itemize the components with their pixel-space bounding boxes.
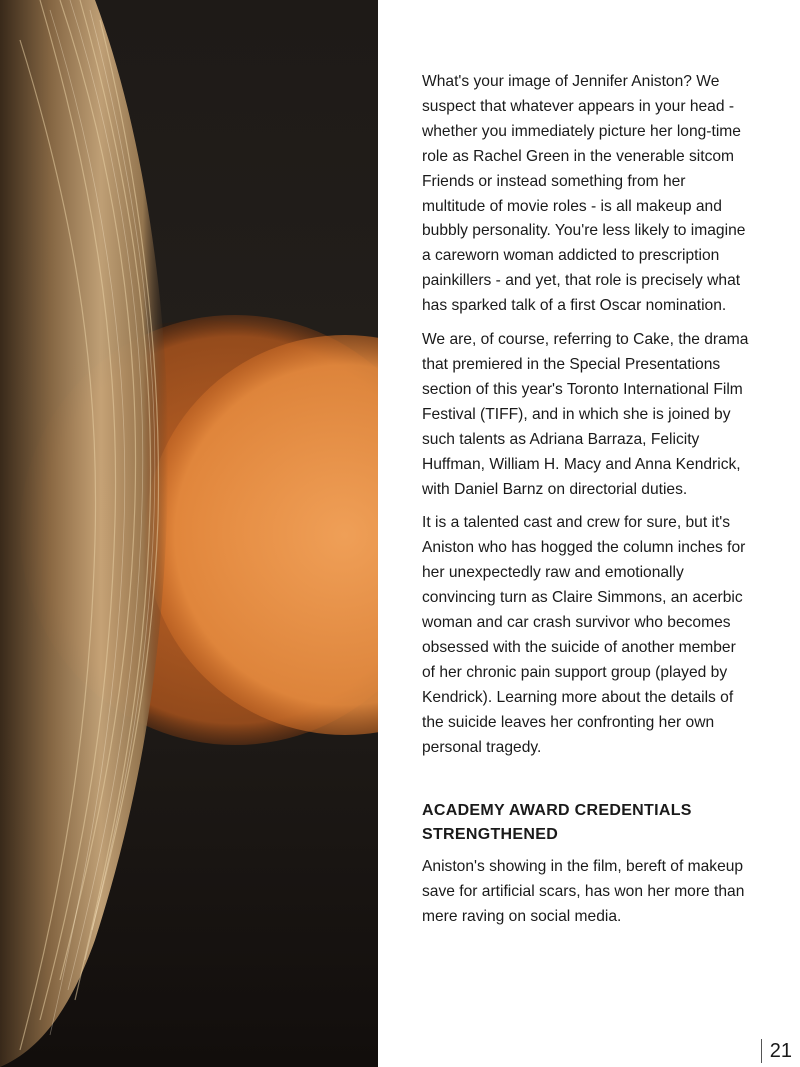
article-text-column xyxy=(422,70,752,939)
page-number: 21 xyxy=(761,1039,792,1063)
article-paragraph-4: Aniston's showing in the film, bereft of makeup save for artificial scars, has won her more than mere raving on social media. xyxy=(422,858,745,926)
article-paragraph-3: It is a talented cast and crew for sure, but it's Aniston who has hogged the column inches for her unexpectedly raw and emotionally convincing turn as Claire Simmons, an acerbic woman and car crash survivor who becomes obsessed with the suicide of another member of her chronic pain support group (played by Kendrick). Learning more about the details of the suicide leaves her confronting her own personal tragedy. xyxy=(422,514,746,756)
article-photo xyxy=(0,0,378,1067)
article-paragraph-2: We are, of course, referring to Cake, the drama that premiered in the Special Presentations section of this year's Toronto International Film Festival (TIFF), and in which she is joined by such talents as Adriana Barraza, Felicity Huffman, William H. Macy and Anna Kendrick, with Daniel Barnz on directorial duties. xyxy=(422,331,749,498)
article-paragraph-1: What's your image of Jennifer Aniston? We suspect that whatever appears in your head - whether you immediately picture her long-time role as Rachel Green in the venerable sitcom Friends or instead something from her multitude of movie roles - is all makeup and bubbly personality. You're less likely to imagine a careworn woman addicted to prescription painkillers - and yet, that role is precisely what has sparked talk of a first Oscar nomination. xyxy=(422,73,746,315)
photo-hair-bokeh xyxy=(0,0,378,1067)
section-heading: ACADEMY AWARD CREDENTIALS STRENGTHENED xyxy=(422,802,692,844)
